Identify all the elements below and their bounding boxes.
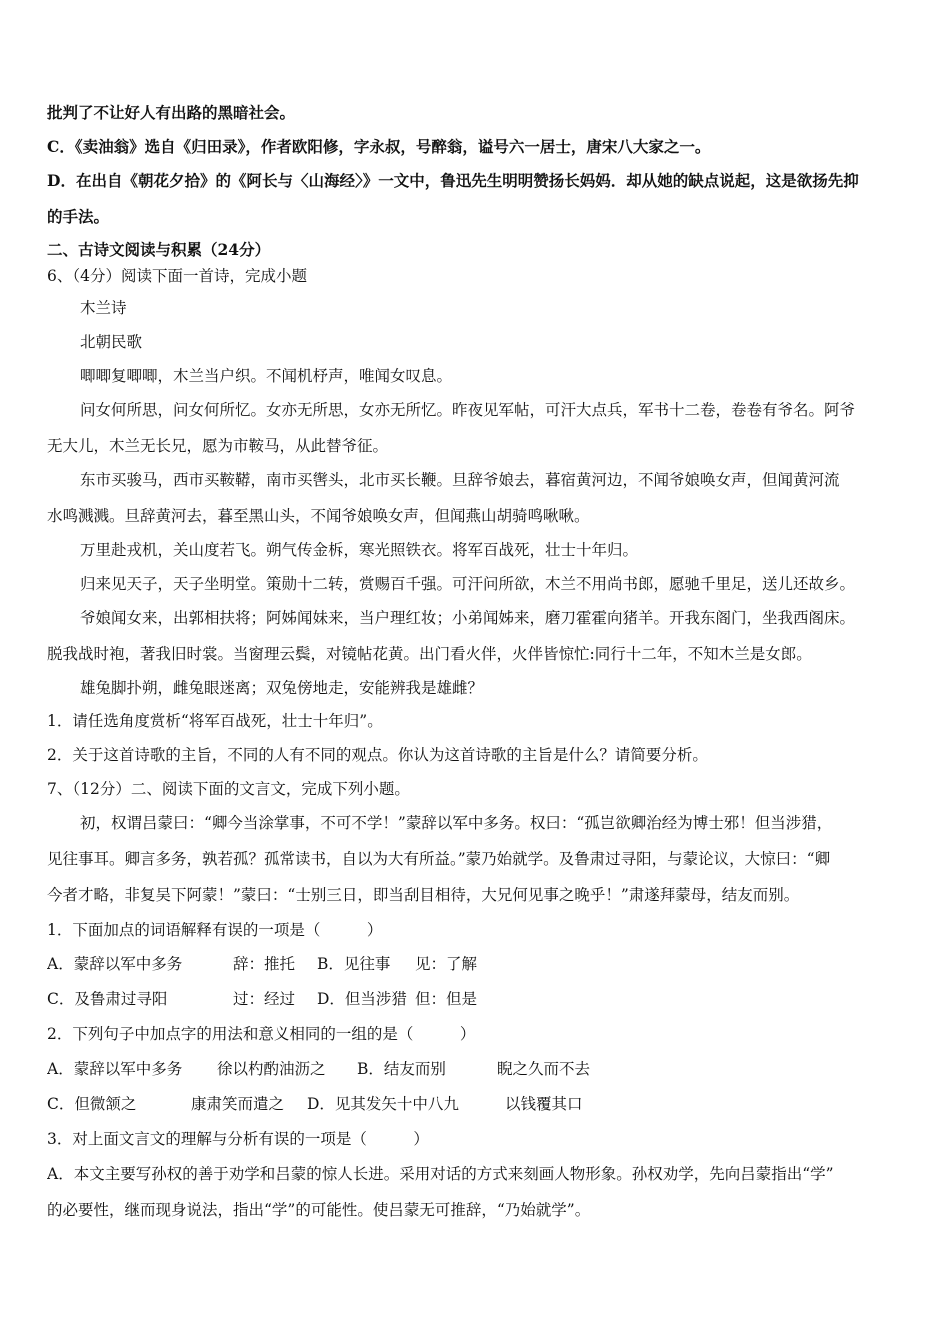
- q6-stem: 6、（4分）阅读下面一首诗，完成小题: [47, 267, 307, 285]
- option-d-line-1: D．在出自《朝花夕拾》的《阿长与〈山海经〉》一文中，鲁迅先生明明赞扬长妈妈．却从她的缺点说起，这是欲扬先抑: [47, 171, 859, 190]
- poem-line: 东市买骏马，西市买鞍鞯，南市买辔头，北市买长鞭。旦辞爷娘去，暮宿黄河边，不闻爷娘唤女声，但闻黄河流: [80, 471, 840, 489]
- q6-sub-question-2: 2．关于这首诗歌的主旨，不同的人有不同的观点。你认为这首诗歌的主旨是什么？请简要分析。: [47, 746, 708, 764]
- q7-sub3-option-a-line-2: 的必要性，继而现身说法，指出“学”的可能性。使吕蒙无可推辞，“乃始就学”。: [47, 1201, 591, 1219]
- option-c-gloss: 过：经过: [233, 990, 296, 1008]
- option-b-gloss: 见：了解: [415, 955, 478, 973]
- passage-line: 今者才略，非复吴下阿蒙！”蒙曰：“士别三日，即当刮目相待，大兄何见事之晚乎！”肃遂拜蒙母，结友而别。: [47, 886, 800, 904]
- option-b-compare: 睨之久而不去: [497, 1060, 591, 1078]
- q6-sub-question-1: 1．请任选角度赏析“将军百战死，壮士十年归”。: [47, 712, 383, 730]
- option-d-text: D．但当涉猎: [317, 990, 407, 1008]
- option-d-gloss: 但：但是: [415, 990, 478, 1008]
- option-d-text: D．见其发矢十中八九: [307, 1095, 459, 1113]
- q7-sub3-stem: 3．对上面文言文的理解与分析有误的一项是（ ）: [47, 1130, 429, 1148]
- option-c-text: C．及鲁肃过寻阳: [47, 990, 168, 1008]
- poem-line: 问女何所思，问女何所忆。女亦无所思，女亦无所忆。昨夜见军帖，可汗大点兵，军书十二卷，卷卷有爷名。阿爷: [80, 401, 856, 419]
- poem-line: 归来见天子，天子坐明堂。策勋十二转，赏赐百千强。可汗问所欲，木兰不用尚书郎，愿驰千里足，送儿还故乡。: [80, 575, 856, 593]
- option-a-text: A．蒙辞以军中多务: [47, 955, 183, 973]
- q7-sub2-options-ab: [47, 1059, 909, 1079]
- q7-sub1-options-ab: [47, 954, 909, 974]
- poem-line: 水鸣溅溅。旦辞黄河去，暮至黑山头，不闻爷娘唤女声，但闻燕山胡骑鸣啾啾。: [47, 507, 590, 525]
- q7-sub3-option-a-line-1: A．本文主要写孙权的善于劝学和吕蒙的惊人长进。采用对话的方式来刻画人物形象。孙权劝学，先向吕蒙指出“学”: [47, 1165, 834, 1183]
- poem-author: 北朝民歌: [80, 333, 143, 351]
- passage-line: 初，权谓吕蒙曰：“卿今当涂掌事，不可不学！”蒙辞以军中多务。权曰：“孤岂欲卿治经为博士邪！但当涉猎，: [80, 814, 833, 832]
- option-b-text: B．结友而别: [357, 1060, 446, 1078]
- option-d-line-2: 的手法。: [47, 207, 110, 226]
- poem-line: 万里赴戎机，关山度若飞。朔气传金柝，寒光照铁衣。将军百战死，壮士十年归。: [80, 541, 639, 559]
- q7-stem: 7、（12分）二、阅读下面的文言文，完成下列小题。: [47, 780, 410, 798]
- option-c-text: C．但微颔之: [47, 1095, 137, 1113]
- poem-line: 无大儿，木兰无长兄，愿为市鞍马，从此替爷征。: [47, 437, 389, 455]
- option-a-gloss: 辞：推托: [233, 955, 296, 973]
- q7-sub2-stem: 2．下列句子中加点字的用法和意义相同的一组的是（ ）: [47, 1025, 476, 1043]
- poem-line: 爷娘闻女来，出郭相扶将；阿姊闻妹来，当户理红妆；小弟闻姊来，磨刀霍霍向猪羊。开我东阁门，坐我西阁床。: [80, 609, 856, 627]
- section-heading: 二、古诗文阅读与积累（24分）: [47, 240, 271, 259]
- poem-line: 雄兔脚扑朔，雌兔眼迷离；双兔傍地走，安能辨我是雄雌？: [80, 679, 484, 697]
- passage-line: 见往事耳。卿言多务，孰若孤？孤常读书，自以为大有所益。”蒙乃始就学。及鲁肃过寻阳，与蒙论议，大惊曰：“卿: [47, 850, 831, 868]
- option-a-compare: 徐以杓酌油沥之: [217, 1060, 326, 1078]
- option-b-text: B．见往事: [317, 955, 391, 973]
- poem-line: 唧唧复唧唧，木兰当户织。不闻机杼声，唯闻女叹息。: [80, 367, 453, 385]
- poem-line: 脱我战时袍，著我旧时裳。当窗理云鬓，对镜帖花黄。出门看火伴，火伴皆惊忙:同行十二年，不知木兰是女郎。: [47, 645, 812, 663]
- q7-sub1-stem: 1．下面加点的词语解释有误的一项是（ ）: [47, 921, 383, 939]
- option-a-text: A．蒙辞以军中多务: [47, 1060, 183, 1078]
- option-c: C．《卖油翁》选自《归田录》，作者欧阳修，字永叔，号醉翁，谥号六一居士，唐宋八大家之一。: [47, 137, 711, 156]
- q7-sub2-options-cd: [47, 1094, 909, 1114]
- option-d-compare: 以钱覆其口: [505, 1095, 583, 1113]
- q7-sub1-options-cd: [47, 989, 909, 1009]
- option-c-compare: 康肃笑而遣之: [191, 1095, 285, 1113]
- option-b-continuation: 批判了不让好人有出路的黑暗社会。: [47, 103, 296, 122]
- poem-title: 木兰诗: [80, 299, 127, 317]
